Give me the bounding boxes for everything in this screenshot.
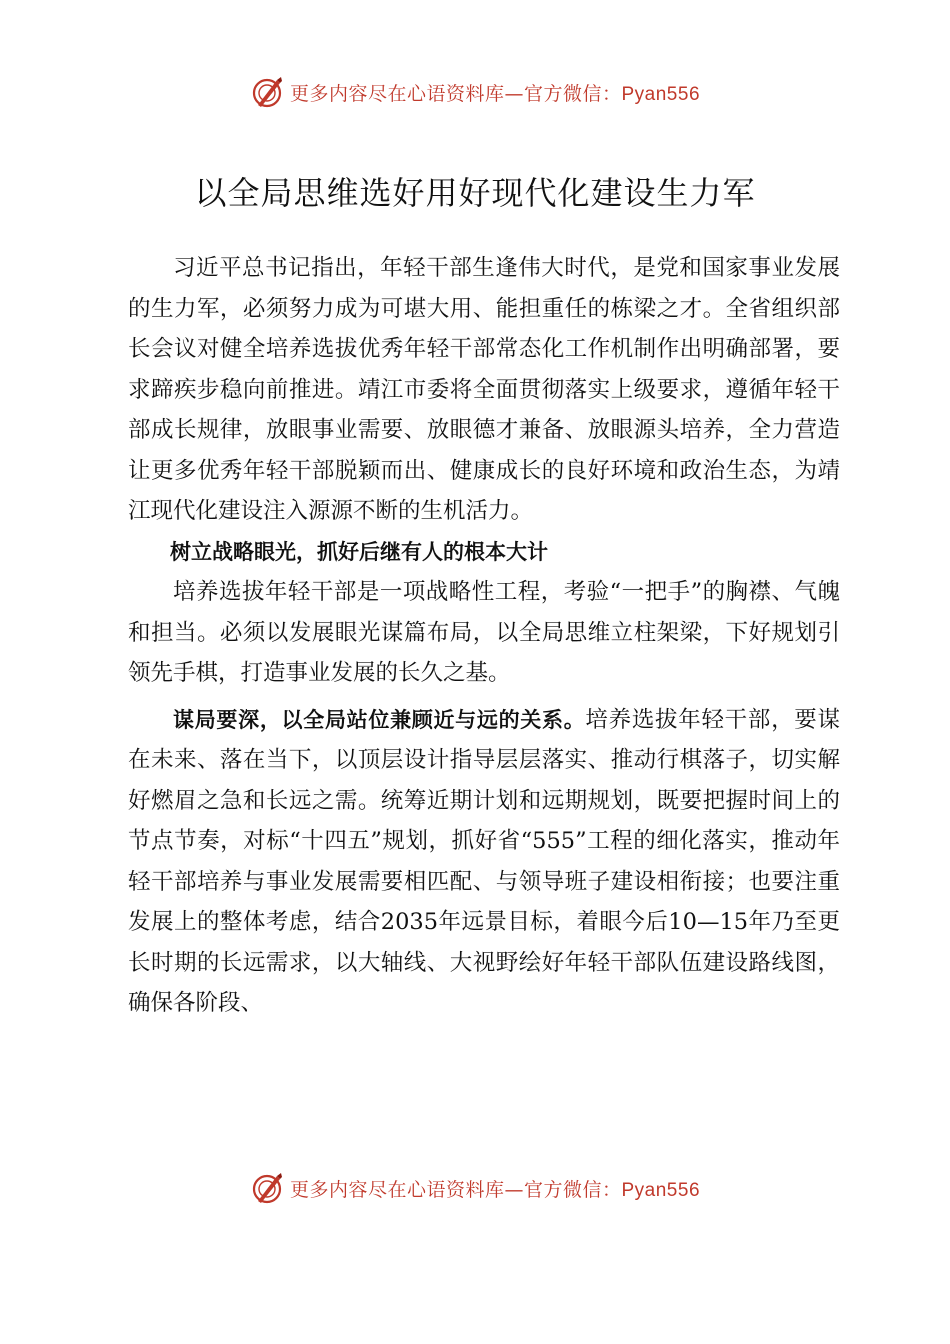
document-title: 以全局思维选好用好现代化建设生力军 — [194, 174, 756, 212]
paragraph-body: 培养选拔年轻干部，要谋在未来、落在当下，以顶层设计指导层层落实、推动行棋落子，切实解好燃眉之急和长远之需。统筹近期计划和远期规划，既要把握时间上的节点节奏，对标“十四五”规划，抓好省“555”工程的细化落实，推动年轻干部培养与事业发展需要相匹配、与领导班子建设相衔接；也要注重发展上的整体考虑，结合2035年远景目标，着眼今后10—15年乃至更长时期的长远需求，以大轴线、大视野绘好年轻干部队伍建设路线图，确保各阶段、 — [128, 706, 840, 1016]
banner-text — [290, 79, 700, 106]
paragraph — [128, 700, 840, 1024]
header-banner — [0, 72, 950, 112]
banner-library-text: 更多内容尽在心语资料库— — [289, 1178, 524, 1201]
section-heading: 树立战略眼光，抓好后继有人的根本大计 — [170, 539, 548, 564]
pen-circle-logo-icon — [250, 1171, 284, 1205]
banner-wechat-id: Pyan556 — [621, 1179, 701, 1201]
paragraph-lead: 谋局要深，以全局站位兼顾近与远的关系。 — [173, 707, 586, 732]
paragraph: 培养选拔年轻干部是一项战略性工程，考验“一把手”的胸襟、气魄和担当。必须以发展眼光谋篇布局，以全局思维立柱架梁，下好规划引领先手棋，打造事业发展的长久之基。 — [128, 579, 840, 686]
banner-wechat-label: 官方微信： — [523, 82, 622, 105]
banner-text — [290, 1175, 700, 1202]
footer-banner — [0, 1168, 950, 1208]
pen-circle-logo-icon — [250, 75, 284, 109]
banner-wechat-label: 官方微信： — [523, 1178, 622, 1201]
banner-library-text: 更多内容尽在心语资料库— — [289, 82, 524, 105]
paragraph: 习近平总书记指出，年轻干部生逢伟大时代，是党和国家事业发展的生力军，必须努力成为可堪大用、能担重任的栋梁之才。全省组织部长会议对健全培养选拔优秀年轻干部常态化工作机制作出明确部署，要求蹄疾步稳向前推进。靖江市委将全面贯彻落实上级要求，遵循年轻干部成长规律，放眼事业需要、放眼德才兼备、放眼源头培养，全力营造让更多优秀年轻干部脱颖而出、健康成长的良好环境和政治生态，为靖江现代化建设注入源源不断的生机活力。 — [128, 255, 840, 524]
document-body — [128, 248, 840, 1024]
banner-wechat-id: Pyan556 — [621, 83, 701, 105]
